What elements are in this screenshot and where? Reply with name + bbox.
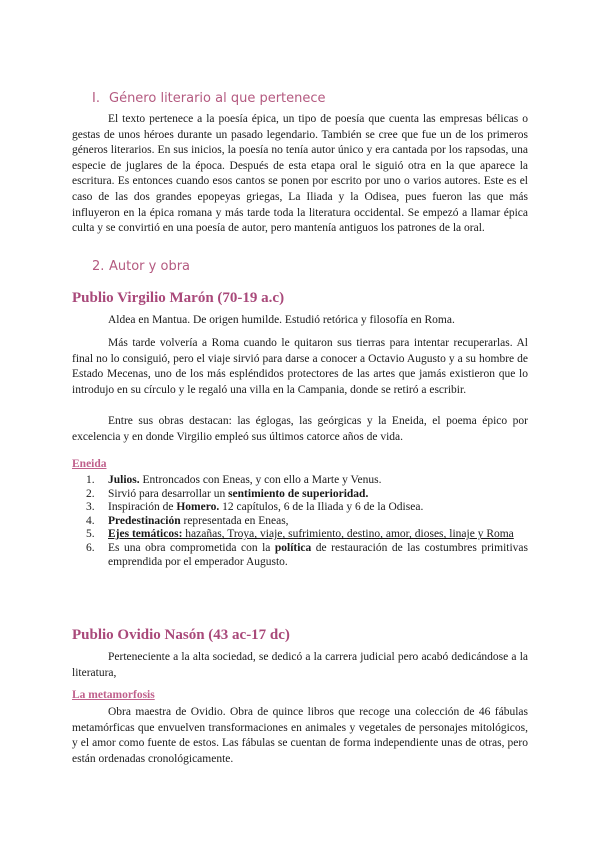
section-1-heading bbox=[92, 91, 326, 106]
list-item: 1. Julios. Entroncados con Eneas, y con ello a Marte y Venus. bbox=[86, 474, 382, 486]
metamorfosis-heading: La metamorfosis bbox=[72, 689, 155, 701]
list-item: 4. Predestinación representada en Eneas, bbox=[86, 514, 289, 527]
virgilio-life-paragraph: Más tarde volvería a Roma cuando le quitaron sus tierras para intentar recuperarlas. Al final no lo consiguió, pero el viaje sirvió para darse a conocer a Octavio Augusto y a su hombre de Estado Mecenas, uno de los más espléndidos protectores de las artes que jamás existieron que lo introdujo en su círculo y le regaló una villa en la Campania, donde se retiró a escribir. bbox=[72, 337, 528, 396]
genre-paragraph: El texto pertenece a la poesía épica, un tipo de poesía que cuenta las empresas bélicas o gestas de unos héroes durante un pasado legendario. También se cree que fue un de los primeros géneros literarios. En sus inicios, la poesía no tenía autor único y era cantada por los rapsodas, una especie de juglares de la época. Después de esta etapa oral le siguió otra en la que aparece la escritura. Es entonces cuando esos cantos se ponen por escrito por uno o varios autores. Este es el caso de las dos grandes epopeyas griegas, La Iliada y la Odisea, pues fueron las que más influyeron en la épica romana y más tarde toda la literatura occidental. Se empezó a llamar épica culta y se convirtió en una poesía de autor, pero mantenía antiguos los patrones de la oral. bbox=[72, 113, 528, 235]
virgilio-works-paragraph: Entre sus obras destacan: las églogas, las geórgicas y la Eneida, el poema épico por excelencia y en donde Virgilio empleó sus últimos catorce años de vida. bbox=[72, 415, 528, 443]
eneida-heading: Eneida bbox=[72, 458, 107, 470]
list-item: 6. Es una obra comprometida con la política de restauración de las costumbres primitivas emprendida por el emperador Augusto. bbox=[86, 541, 528, 568]
eneida-list bbox=[72, 474, 528, 569]
section-1-title: Género literario al que pertenece bbox=[109, 91, 326, 106]
list-item: 3. Inspiración de Homero. 12 capítulos, 6 de la Iliada y 6 de la Odisea. bbox=[86, 501, 424, 514]
list-item: 2. Sirvió para desarrollar un sentimiento de superioridad. bbox=[86, 487, 369, 500]
virgilio-heading: Publio Virgilio Marón (70-19 a.c) bbox=[72, 290, 285, 306]
ovidio-paragraph: Perteneciente a la alta sociedad, se dedicó a la carrera judicial pero acabó dedicándose a la literatura, bbox=[72, 651, 528, 679]
section-1-number: I. bbox=[92, 91, 100, 106]
list-item: 5. Ejes temáticos: hazañas, Troya, viaje, sufrimiento, destino, amor, dioses, linaje y Roma bbox=[86, 528, 514, 541]
section-2-heading bbox=[92, 259, 190, 274]
virgilio-origin-paragraph: Aldea en Mantua. De origen humilde. Estudió retórica y filosofía en Roma. bbox=[108, 314, 455, 326]
ovidio-heading: Publio Ovidio Nasón (43 ac-17 dc) bbox=[72, 627, 290, 643]
metamorfosis-paragraph: Obra maestra de Ovidio. Obra de quince libros que recoge una colección de 46 fábulas metamórficas que envuelven transformaciones en animales y vegetales de personajes mitológicos, y el amor como fuente de estos. Las fábulas se cuentan de forma independiente unas de otras, pero están ordenadas cronológicamente. bbox=[72, 706, 528, 765]
section-2-number: 2. bbox=[92, 259, 105, 274]
section-2-title: Autor y obra bbox=[109, 259, 191, 274]
